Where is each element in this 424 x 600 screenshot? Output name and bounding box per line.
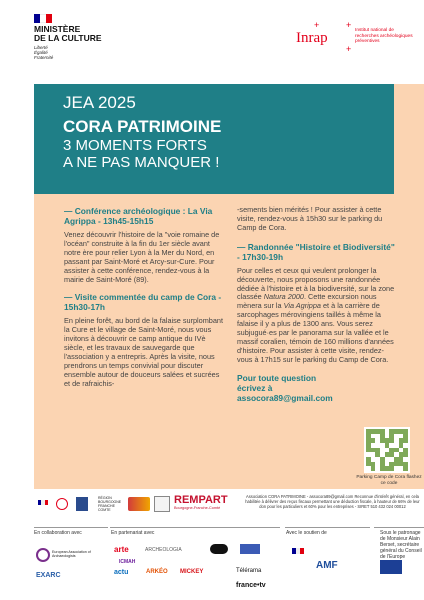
ministry-name: MINISTÈRE DE LA CULTURE bbox=[34, 24, 102, 43]
association-legal-text: Association CORA PATRIMOINE - assocora89@gmail.com Reconnue d'intérêt général, en cela habilitée à délivrer des reçus fiscaux permettant une déduction fiscale, à hauteur de 66% de leur don pour les particuliers et 60% pour les entreprises - SIRET 510 432 024 00012 bbox=[245, 494, 420, 509]
inrap-description: Institut national de recherches archéologiques préventives bbox=[355, 28, 413, 45]
republic-logo-small bbox=[38, 500, 48, 505]
left-column bbox=[64, 206, 224, 389]
plus-icon: + bbox=[314, 20, 320, 30]
contact-email-link[interactable]: assocora89@gmail.com bbox=[237, 392, 333, 403]
patronage-text: Sous le patronage de Monsieur Alain Berset, secrétaire général du Conseil de l'Europe bbox=[380, 530, 422, 560]
rempart-logo: REMPART Bourgogne-Franche-Comté bbox=[174, 494, 228, 510]
telerama-logo: Télérama bbox=[236, 568, 262, 574]
divider bbox=[110, 527, 280, 528]
arkeo-logo: ARKÉO bbox=[146, 569, 168, 575]
media-logo bbox=[240, 544, 260, 554]
visit-text-continued: -sements bien mérités ! Pour assister à cette visite, rendez-vous à 15h30 sur le parking du Camp de Cora. bbox=[237, 205, 383, 232]
support-label: Avec le soutien de bbox=[286, 530, 327, 536]
contact-block: Pour toute question écrivez à assocora89@gmail.com bbox=[237, 373, 397, 403]
divider bbox=[34, 527, 108, 528]
conference-title: — Conférence archéologique : La Via Agrippa - 13h45-15h15 bbox=[64, 206, 213, 226]
eaa-name: European Association of Archaeologists bbox=[52, 550, 91, 559]
commune-logo bbox=[154, 496, 170, 512]
partner-logo-a bbox=[76, 497, 88, 511]
amf-logo: AMF bbox=[316, 560, 338, 571]
hero-title: CORA PATRIMOINE bbox=[63, 117, 222, 136]
visit-title: — Visite commentée du camp de Cora - 15h30-17h bbox=[64, 292, 222, 313]
collaboration-label: En collaboration avec bbox=[34, 530, 82, 536]
exarc-logo: EXARC bbox=[36, 572, 61, 579]
inrap-logo: Inrap bbox=[296, 30, 328, 46]
plus-icon: + bbox=[346, 20, 352, 30]
visit-text: En pleine forêt, au bord de la falaise surplombant la Cure et le village de Saint-Moré, nous vous invitons à découvrir ce camp antique du IVè siècle, et les travaux de sauvegarde que l'association y a entrepris. Après la visite, nous prendrons un temps convivial pour discuter ensemble autour de douceurs salées et sucrées et de rafraichis- bbox=[64, 316, 224, 388]
actu-logo: actu bbox=[114, 569, 129, 576]
eaa-logo bbox=[36, 548, 50, 562]
partnership-label: En partenariat avec bbox=[111, 530, 155, 536]
region-logo: RÉGION BOURGOGNE FRANCHE COMTE bbox=[98, 496, 122, 512]
arte-logo: arte bbox=[114, 545, 129, 554]
inrap-logo-small bbox=[56, 498, 68, 510]
divider bbox=[285, 527, 370, 528]
plus-icon: + bbox=[346, 44, 352, 54]
council-of-europe-logo bbox=[380, 560, 402, 574]
right-column bbox=[237, 206, 397, 403]
divider bbox=[374, 527, 424, 528]
hero-subtitle-line1: 3 MOMENTS FORTS bbox=[63, 137, 207, 154]
hero-year: JEA 2025 bbox=[63, 93, 136, 112]
hike-title: — Randonnée "Histoire et Biodiversité" - 17h30-19h bbox=[237, 241, 395, 262]
qr-code[interactable] bbox=[364, 427, 410, 473]
department-logo bbox=[128, 497, 150, 511]
header bbox=[0, 0, 424, 80]
hero-banner bbox=[34, 84, 394, 194]
hero-subtitle-line2: A NE PAS MANQUER ! bbox=[63, 154, 220, 171]
media-logo bbox=[210, 544, 228, 554]
conference-text: Venez découvrir l'histoire de la "voie romaine de l'océan" construite à la fin du 1er siècle avant notre ère pour relier Lyon à la Mer du Nord, en passant par Saint-Moré et Arcy-sur-Cure. Pour assister à cette conférence, rendez-vous à la mairie de Saint-Moré (89). bbox=[64, 230, 220, 284]
hike-text: Pour celles et ceux qui veulent prolonger la découverte, nous proposons une randonnée dédiée à l'histoire et à la biodiversité, sur la zone classée Natura 2000. Cette excursion nous mènera sur la Via Agrippa et à la carrière de sarcophages mérovingiens taillés à même la falaise il y a plus de 1300 ans. Vous serez subjugué·es par le panorama sur la vallée et le massif coralien, témoin de 160 millions d'années d'histoire. Pour assister à cette visite, rendez-vous à 17h15 sur le parking du Camp de Cora. bbox=[237, 265, 395, 364]
mickey-logo: MICKEY bbox=[180, 569, 204, 575]
qr-module bbox=[403, 466, 408, 471]
francetv-logo: france•tv bbox=[236, 582, 266, 589]
republic-flag-icon bbox=[34, 14, 52, 23]
qr-caption: Parking Camp de Cora flashez ce code bbox=[356, 475, 422, 486]
icmah-logo: ICMAH bbox=[119, 559, 136, 565]
archeologia-logo: ARCHEOLOGIA bbox=[145, 547, 182, 553]
ministry-motto: Liberté Égalité Fraternité bbox=[34, 45, 54, 60]
ministry-support-logo bbox=[292, 548, 304, 554]
